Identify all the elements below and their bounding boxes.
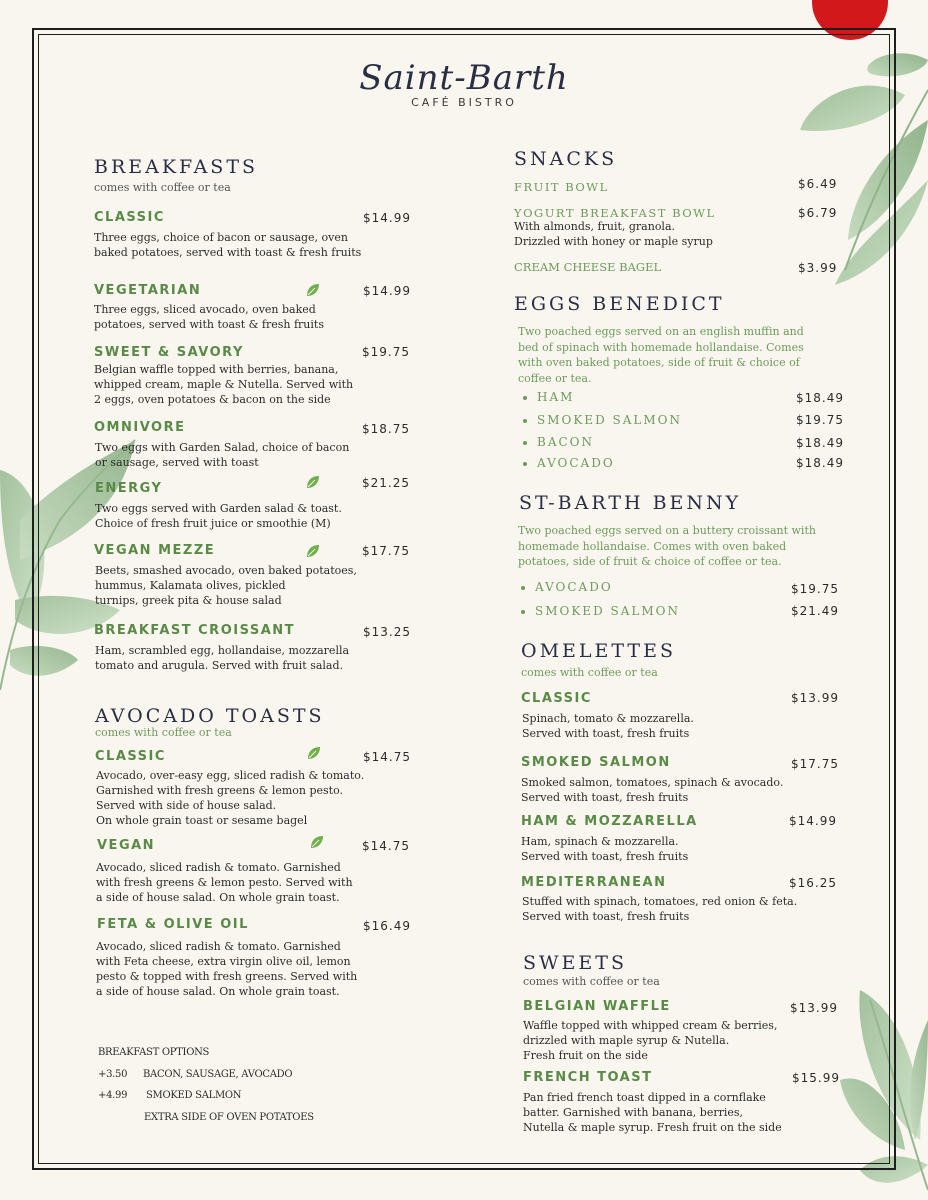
section-note-sweets: comes with coffee or tea bbox=[523, 975, 660, 988]
menu-item-price: $19.75 bbox=[796, 413, 844, 427]
menu-item-name: VEGAN bbox=[97, 838, 156, 853]
option-price: +3.50 bbox=[98, 1069, 128, 1080]
menu-item-name: YOGURT BREAKFAST BOWL bbox=[514, 206, 716, 220]
bullet-icon bbox=[523, 441, 527, 445]
menu-item-name: CREAM CHEESE BAGEL bbox=[514, 260, 662, 274]
brand-header bbox=[0, 58, 928, 109]
menu-item-name: VEGAN MEZZE bbox=[94, 543, 216, 558]
brand-name: Saint-Barth bbox=[359, 58, 569, 98]
leaf-icon bbox=[306, 544, 320, 558]
menu-item-description: Avocado, over-easy egg, sliced radish & tomato. Garnished with fresh greens & lemon pesto. Served with side of house salad. On whole grain toast or sesame bagel bbox=[96, 769, 365, 827]
menu-item-price: $14.99 bbox=[363, 211, 411, 225]
menu-item-price: $14.75 bbox=[363, 750, 411, 764]
menu-item-price: $15.99 bbox=[792, 1071, 840, 1085]
menu-item-price: $16.25 bbox=[789, 876, 837, 890]
menu-item-price: $3.99 bbox=[798, 261, 838, 275]
menu-item-price: $13.25 bbox=[363, 625, 411, 639]
breakfast-options-title: BREAKFAST OPTIONS bbox=[98, 1047, 210, 1058]
section-note-omelettes: comes with coffee or tea bbox=[521, 666, 658, 679]
menu-item-description: Two eggs with Garden Salad, choice of bacon or sausage, served with toast bbox=[95, 441, 350, 469]
bullet-icon bbox=[521, 610, 525, 614]
section-title-avocado-toasts: AVOCADO TOASTS bbox=[95, 705, 325, 727]
menu-item-name: BREAKFAST CROISSANT bbox=[94, 623, 296, 638]
leaf-icon bbox=[310, 835, 324, 849]
menu-item-price: $19.75 bbox=[791, 582, 839, 596]
menu-item-price: $17.75 bbox=[362, 544, 410, 558]
menu-item-price: $14.99 bbox=[789, 814, 837, 828]
bullet-icon bbox=[523, 396, 527, 400]
menu-item-description: Belgian waffle topped with berries, banana, whipped cream, maple & Nutella. Served with 2 eggs, oven potatoes & bacon on the side bbox=[94, 363, 354, 406]
bullet-item: AVOCADO bbox=[521, 580, 613, 594]
section-title-snacks: SNACKS bbox=[514, 148, 618, 170]
menu-item-price: $18.49 bbox=[796, 391, 844, 405]
menu-item-description: Ham, scrambled egg, hollandaise, mozzarella tomato and arugula. Served with fruit salad. bbox=[95, 644, 350, 672]
menu-item-price: $13.99 bbox=[791, 691, 839, 705]
menu-item-description: Two eggs served with Garden salad & toast. Choice of fresh fruit juice or smoothie (M) bbox=[95, 502, 342, 530]
menu-item-price: $17.75 bbox=[791, 757, 839, 771]
section-title-breakfasts: BREAKFASTS bbox=[94, 156, 259, 178]
bullet-item: AVOCADO bbox=[523, 456, 615, 470]
menu-item-description: Stuffed with spinach, tomatoes, red onion & feta. Served with toast, fresh fruits bbox=[522, 895, 798, 923]
menu-item-name: SMOKED SALMON bbox=[521, 755, 671, 770]
bullet-item: SMOKED SALMON bbox=[523, 413, 682, 427]
option-label: BACON, SAUSAGE, AVOCADO bbox=[143, 1069, 293, 1080]
leaf-icon bbox=[306, 283, 320, 297]
menu-item-price: $13.99 bbox=[790, 1001, 838, 1015]
option-price: +4.99 bbox=[98, 1090, 128, 1101]
brand-subtitle: CAFÉ BISTRO bbox=[411, 96, 517, 109]
leaf-icon bbox=[307, 746, 321, 760]
menu-item-price: $18.49 bbox=[796, 436, 844, 450]
bullet-icon bbox=[521, 586, 525, 590]
menu-item-description: Avocado, sliced radish & tomato. Garnished with Feta cheese, extra virgin olive oil, lemon pesto & topped with fresh greens. Served with a side of house salad. On whole grain toast. bbox=[96, 940, 358, 998]
menu-item-description: Avocado, sliced radish & tomato. Garnished with fresh greens & lemon pesto. Served with a side of house salad. On whole grain toast. bbox=[96, 861, 353, 904]
menu-item-name: FETA & OLIVE OIL bbox=[97, 917, 249, 932]
menu-item-description: Three eggs, sliced avocado, oven baked potatoes, served with toast & fresh fruits bbox=[94, 303, 324, 331]
section-note-breakfasts: comes with coffee or tea bbox=[94, 181, 231, 194]
menu-item-description: Beets, smashed avocado, oven baked potatoes, hummus, Kalamata olives, pickled turnips, greek pita & house salad bbox=[95, 564, 357, 607]
bullet-item: BACON bbox=[523, 435, 594, 449]
menu-item-description: Three eggs, choice of bacon or sausage, oven baked potatoes, served with toast & fresh fruits bbox=[94, 231, 362, 259]
menu-item-description: Spinach, tomato & mozzarella. Served with toast, fresh fruits bbox=[522, 712, 694, 740]
menu-item-name: FRUIT BOWL bbox=[514, 180, 609, 194]
menu-item-price: $19.75 bbox=[362, 345, 410, 359]
menu-item-name: FRENCH TOAST bbox=[523, 1070, 653, 1085]
menu-item-price: $14.75 bbox=[362, 839, 410, 853]
menu-item-name: SWEET & SAVORY bbox=[94, 345, 244, 360]
bullet-item: HAM bbox=[523, 390, 574, 404]
menu-item-price: $16.49 bbox=[363, 919, 411, 933]
menu-item-name: CLASSIC bbox=[95, 749, 166, 764]
menu-item-description: Pan fried french toast dipped in a cornflake batter. Garnished with banana, berries, Nutella & maple syrup. Fresh fruit on the side bbox=[523, 1091, 782, 1134]
menu-item-description: With almonds, fruit, granola. Drizzled with honey or maple syrup bbox=[514, 220, 713, 248]
menu-item-name: ENERGY bbox=[95, 481, 163, 496]
menu-item-name: MEDITERRANEAN bbox=[521, 875, 667, 890]
section-title-eggs-benedict: EGGS BENEDICT bbox=[514, 293, 725, 315]
menu-item-price: $6.79 bbox=[798, 206, 838, 220]
menu-item-name: BELGIAN WAFFLE bbox=[523, 999, 671, 1014]
menu-item-description: Smoked salmon, tomatoes, spinach & avocado. Served with toast, fresh fruits bbox=[521, 776, 784, 804]
menu-item-price: $6.49 bbox=[798, 177, 838, 191]
bullet-item: SMOKED SALMON bbox=[521, 604, 680, 618]
section-title-sweets: SWEETS bbox=[523, 952, 627, 974]
menu-item-name: VEGETARIAN bbox=[94, 283, 202, 298]
section-title-omelettes: OMELETTES bbox=[521, 640, 676, 662]
section-description-eggs-benedict: Two poached eggs served on an english muffin and bed of spinach with homemade hollandaise. Comes with oven baked potatoes, side of fruit & choice of coffee or tea. bbox=[518, 325, 804, 385]
menu-item-name: CLASSIC bbox=[94, 210, 165, 225]
menu-item-name: HAM & MOZZARELLA bbox=[521, 814, 698, 829]
menu-item-price: $18.49 bbox=[796, 456, 844, 470]
section-note-avocado-toasts: comes with coffee or tea bbox=[95, 726, 232, 739]
section-description-st-barth-benny: Two poached eggs served on a buttery croissant with homemade hollandaise. Comes with oven baked potatoes, side of fruit & choice of coffee or tea. bbox=[518, 524, 816, 568]
section-title-st-barth-benny: ST-BARTH BENNY bbox=[519, 492, 742, 514]
option-label: EXTRA SIDE OF OVEN POTATOES bbox=[144, 1112, 314, 1123]
menu-item-price: $21.25 bbox=[362, 476, 410, 490]
menu-item-description: Waffle topped with whipped cream & berries, drizzled with maple syrup & Nutella. Fresh fruit on the side bbox=[523, 1019, 778, 1062]
menu-item-name: OMNIVORE bbox=[94, 420, 186, 435]
menu-item-description: Ham, spinach & mozzarella. Served with toast, fresh fruits bbox=[521, 835, 689, 863]
menu-item-price: $18.75 bbox=[362, 422, 410, 436]
bullet-icon bbox=[523, 419, 527, 423]
leaf-icon bbox=[306, 475, 320, 489]
option-label: SMOKED SALMON bbox=[146, 1090, 242, 1101]
menu-item-price: $21.49 bbox=[791, 604, 839, 618]
menu-item-name: CLASSIC bbox=[521, 691, 592, 706]
menu-item-price: $14.99 bbox=[363, 284, 411, 298]
bullet-icon bbox=[523, 462, 527, 466]
